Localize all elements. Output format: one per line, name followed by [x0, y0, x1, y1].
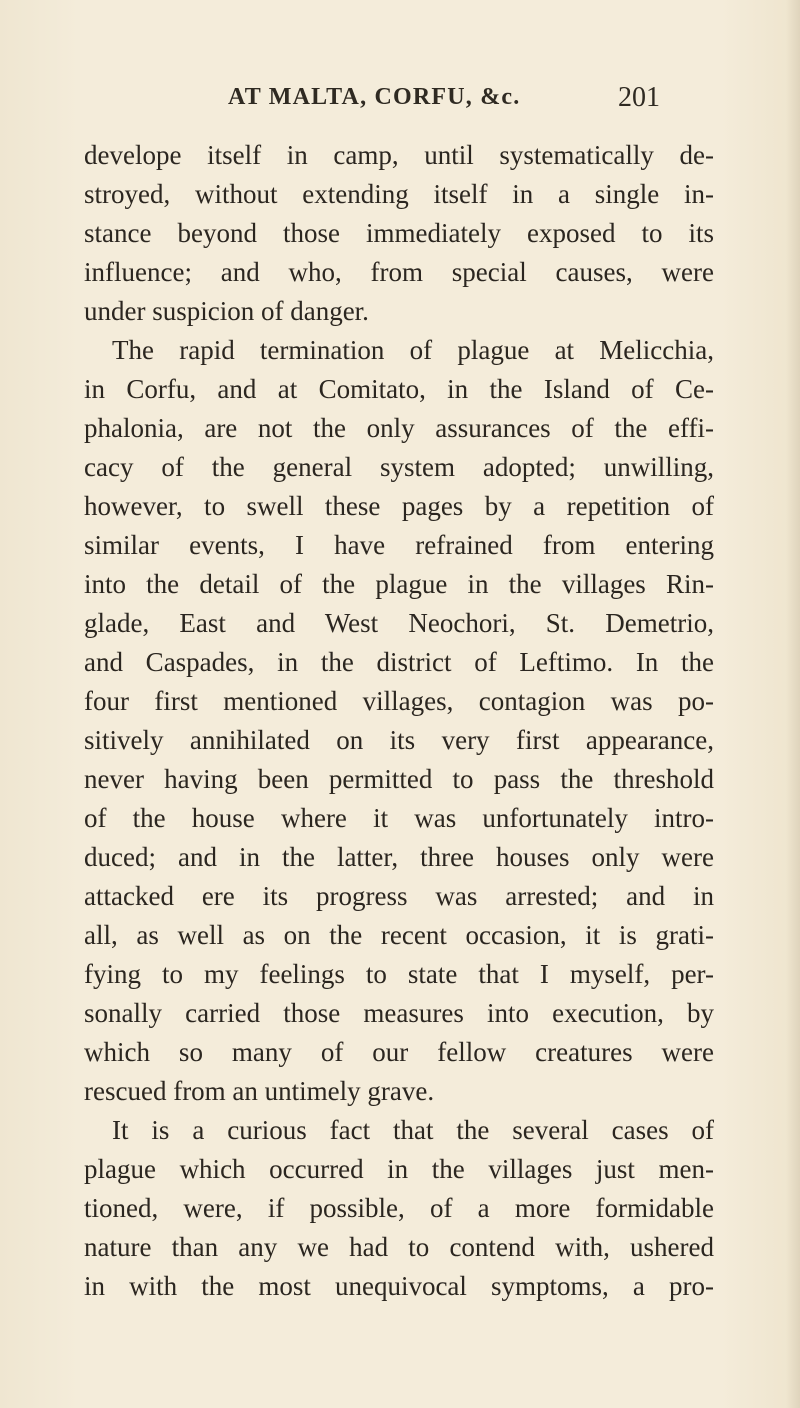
text-line: into the detail of the plague in the villages Rin-: [84, 569, 714, 599]
text-line: fying to my feelings to state that I myself, per-: [84, 959, 714, 989]
body-text: [84, 136, 714, 1306]
text-line: four first mentioned villages, contagion was po-: [84, 686, 714, 716]
text-line: in Corfu, and at Comitato, in the Island of Ce-: [84, 374, 714, 404]
text-line: never having been permitted to pass the threshold: [84, 764, 714, 794]
text-line: all, as well as on the recent occasion, it is grati-: [84, 920, 714, 950]
text-line: under suspicion of danger.: [84, 296, 369, 326]
text-line: The rapid termination of plague at Melicchia,: [112, 335, 714, 365]
text-line: and Caspades, in the district of Leftimo. In the: [84, 647, 714, 677]
text-line: glade, East and West Neochori, St. Demetrio,: [84, 608, 714, 638]
text-line: sitively annihilated on its very first appearance,: [84, 725, 714, 755]
text-line: in with the most unequivocal symptoms, a pro-: [84, 1271, 714, 1301]
text-line: however, to swell these pages by a repetition of: [84, 491, 714, 521]
running-head: [228, 84, 698, 118]
text-line: sonally carried those measures into execution, by: [84, 998, 714, 1028]
text-line: It is a curious fact that the several cases of: [112, 1115, 714, 1145]
text-line: attacked ere its progress was arrested; and in: [84, 881, 714, 911]
text-line: stroyed, without extending itself in a single in-: [84, 179, 714, 209]
text-line: develope itself in camp, until systematically de-: [84, 140, 714, 170]
text-line: phalonia, are not the only assurances of the effi-: [84, 413, 714, 443]
text-line: influence; and who, from special causes, were: [84, 257, 714, 287]
text-line: of the house where it was unfortunately intro-: [84, 803, 714, 833]
page-number: 201: [618, 82, 660, 113]
text-line: plague which occurred in the villages just men-: [84, 1154, 714, 1184]
text-line: which so many of our fellow creatures were: [84, 1037, 714, 1067]
text-line: tioned, were, if possible, of a more formidable: [84, 1193, 714, 1223]
text-line: rescued from an untimely grave.: [84, 1076, 435, 1106]
text-line: similar events, I have refrained from entering: [84, 530, 714, 560]
text-line: cacy of the general system adopted; unwilling,: [84, 452, 714, 482]
text-line: nature than any we had to contend with, ushered: [84, 1232, 714, 1262]
text-line: duced; and in the latter, three houses only were: [84, 842, 714, 872]
text-line: stance beyond those immediately exposed to its: [84, 218, 714, 248]
page-edge-shadow: [786, 0, 800, 1408]
running-title: AT MALTA, CORFU, &c.: [228, 84, 521, 110]
